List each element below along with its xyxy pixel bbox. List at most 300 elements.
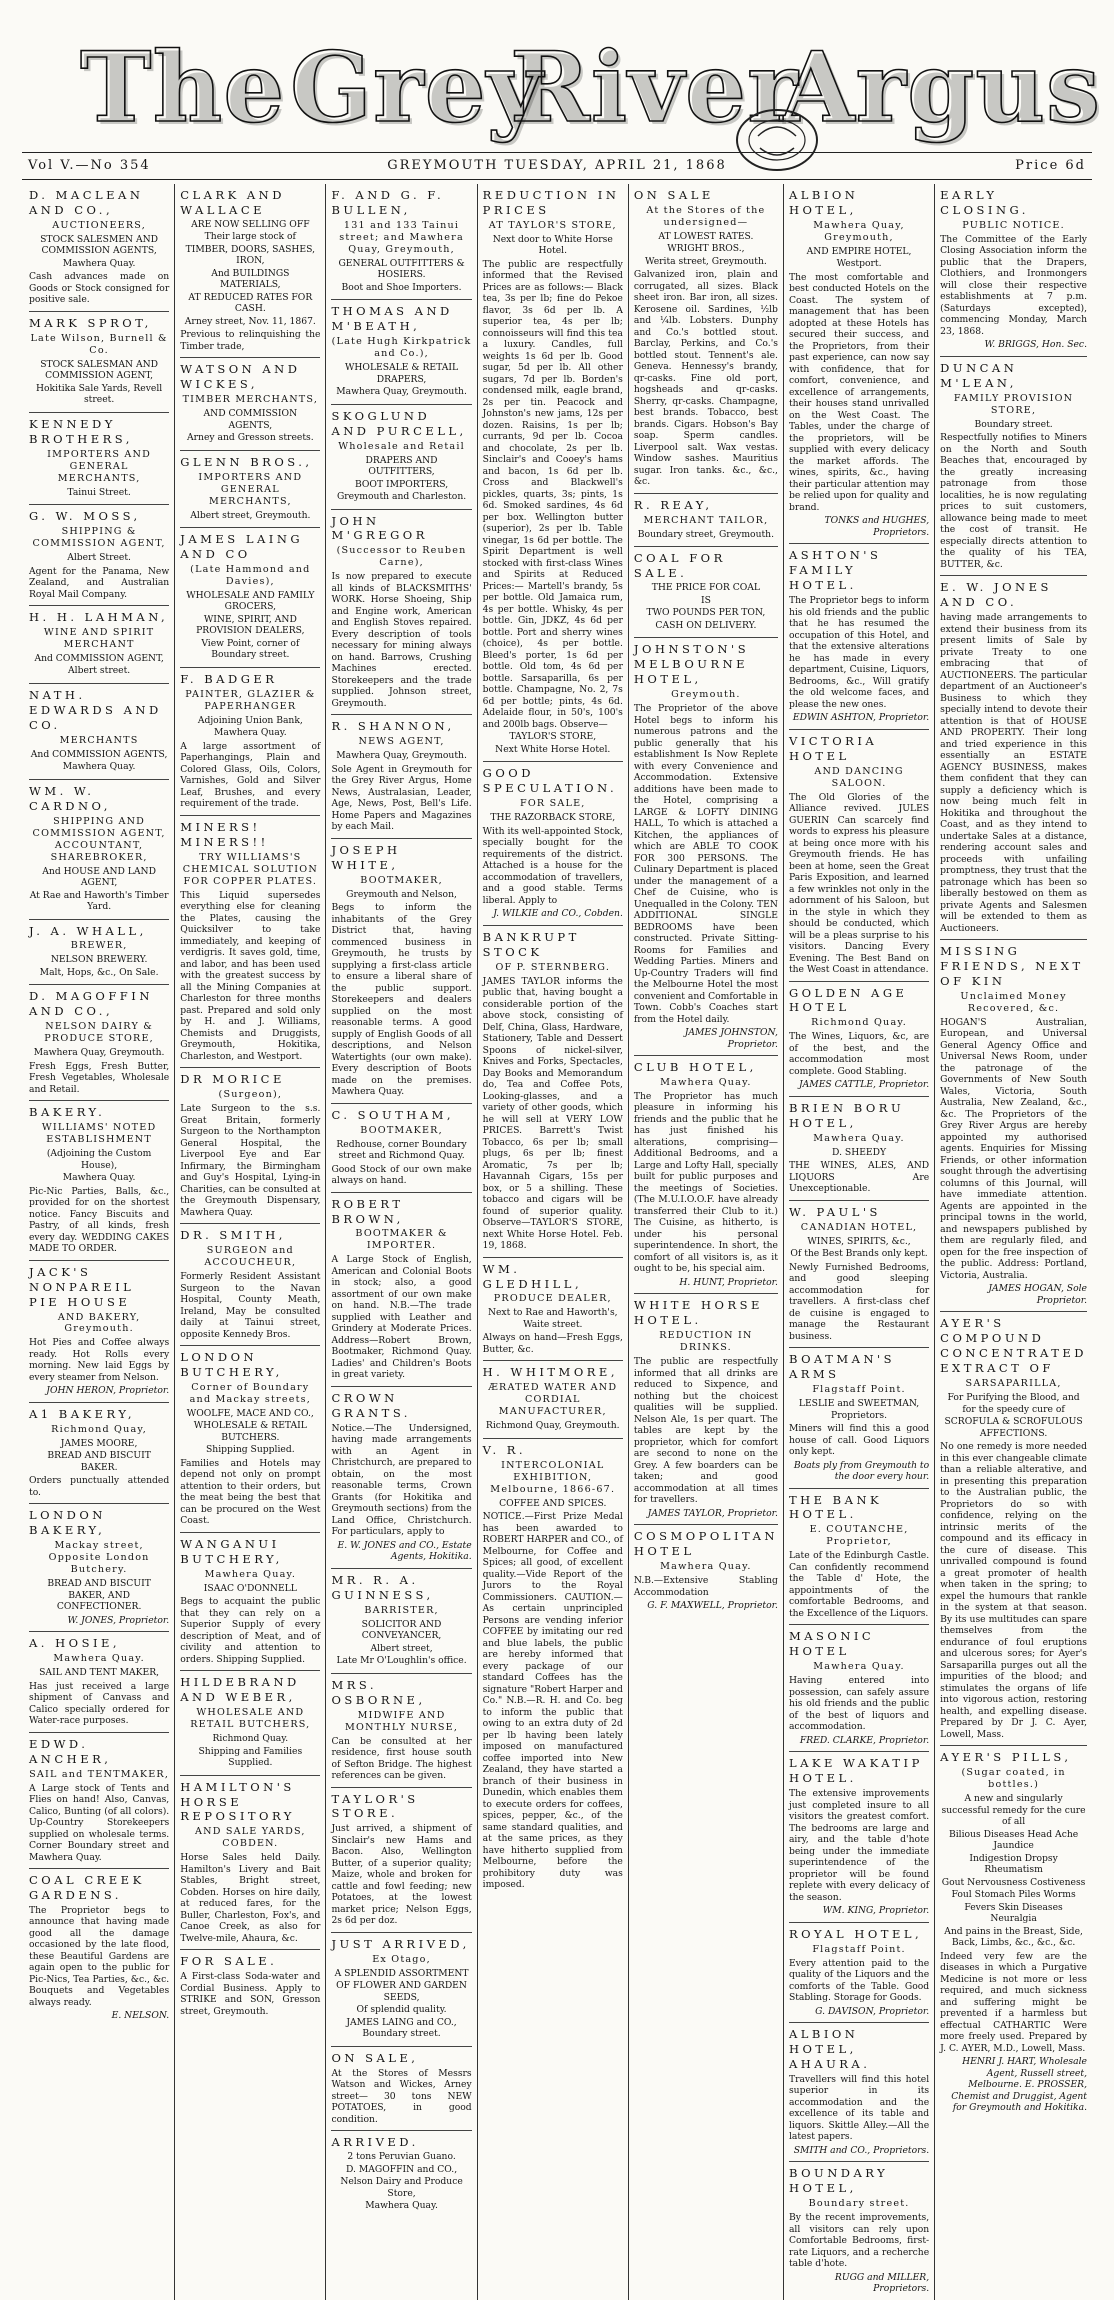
ad-subheading: Mawhera Quay. bbox=[813, 1661, 905, 1673]
advertisement bbox=[180, 1533, 320, 1671]
ad-heading: SKOGLUND AND PURCELL, bbox=[331, 408, 467, 438]
ad-subheading: Flagstaff Point. bbox=[812, 1943, 906, 1955]
ad-line: Indigestion Dropsy Rheumatism bbox=[969, 1852, 1058, 1875]
ad-body: Always on hand—Fresh Eggs, Butter, &c. bbox=[482, 1332, 623, 1355]
ad-signature: G. DAVISON, Proprietor. bbox=[815, 2005, 930, 2017]
ad-subheading: IMPORTERS AND GENERAL MERCHANTS, bbox=[198, 471, 303, 507]
advertisement bbox=[180, 668, 320, 816]
ad-body: NOTICE.—First Prize Medal has been awarded to ROBERT HARPER and CO., of Melbourne, for Coffee and Spices; all good, of excellent quality.—Vide Report of the Jurors to the Royal Commissioners. CAUTION.—As certain unprincipled Persons are vending inferior COFFEE by imitating our red and blue labels, the public are hereby informed that every package of our standard Coffees has the signature "Robert Harper and Co." N.B.—R. H. and Co. beg to inform the public that owing to an extra duty of 2d per lb having been lately imposed on manufactured coffee imported into New Zealand, they have started a branch of their business in Dunedin, which enables them to execute orders for coffees, spices, pepper, &c., of the same standard qualities, and at the same prices, as they have hitherto supplied from Melbourne, before the prohibitory duty was imposed. bbox=[482, 1511, 623, 1891]
ad-heading: WHITE HORSE HOTEL. bbox=[633, 1298, 763, 1328]
ad-body: Can be consulted at her residence, first house south of Sefton Bridge. The highest references can be given. bbox=[331, 1735, 472, 1781]
ad-signature: RUGG and MILLER, Proprietors. bbox=[834, 2271, 930, 2295]
ad-body: Is now prepared to execute all kinds of BLACKSMITHS' WORK. Horse Shoeing, Ship and Engine work, American and English Stoves repaired. Every description of tools necessary for mining always on hand. Barrows, Crushing Machines erected. Storekeepers and the trade supplied. Johnson street, Greymouth. bbox=[331, 571, 472, 709]
ad-line: Mawhera Quay, Greymouth. bbox=[336, 386, 467, 398]
ad-heading: GLENN BROS., bbox=[180, 454, 313, 469]
ad-line: Werita street, Greymouth. bbox=[645, 255, 767, 267]
ad-line: And HOUSE AND LAND AGENT, bbox=[42, 865, 156, 889]
advertisement bbox=[789, 2162, 929, 2299]
ad-subheading: Mackay street, Opposite London Butchery. bbox=[48, 1540, 150, 1576]
ad-line: Their large stock of bbox=[204, 231, 296, 243]
ad-line: WOOLFE, MACE AND CO., bbox=[186, 1407, 314, 1419]
ad-subheading: Greymouth. bbox=[671, 689, 741, 701]
ad-line: BREAD AND BISCUIT BAKER. bbox=[47, 1450, 151, 1473]
advertisement bbox=[331, 839, 471, 1104]
ad-line: BOOT IMPORTERS, bbox=[354, 478, 449, 490]
ad-heading: TAYLOR'S STORE. bbox=[331, 1791, 419, 1821]
advertisement bbox=[29, 184, 169, 312]
ad-line: D. MAGOFFIN and CO., bbox=[345, 2163, 458, 2175]
ad-heading: LONDON BUTCHERY, bbox=[180, 1350, 283, 1379]
ad-subheading: NELSON DAIRY & PRODUCE STORE, bbox=[44, 1021, 154, 1045]
ad-heading: JAMES LAING AND CO bbox=[180, 532, 304, 562]
ad-line: NELSON BREWERY. bbox=[50, 954, 148, 966]
ad-heading: WM. GLEDHILL, bbox=[482, 1261, 583, 1291]
ad-signature: Boats ply from Greymouth to the door every hour. bbox=[793, 1459, 930, 1482]
ad-line: Of splendid quality. bbox=[356, 2004, 447, 2016]
ad-subheading: PUBLIC NOTICE. bbox=[962, 219, 1065, 231]
ad-subheading: (Sugar coated, in bottles.) bbox=[961, 1767, 1066, 1791]
ad-heading: DR. SMITH, bbox=[180, 1228, 286, 1243]
ad-body: Notice.—The Undersigned, having made arrangements with an Agent in Christchurch, are prepared to obtain, on the most reasonable terms, Crown Grants (for Hokitika and Greymouth sections) from the Land Office, Christchurch. For particulars, apply to bbox=[331, 1422, 472, 1538]
advertisement bbox=[483, 1258, 623, 1362]
column-5 bbox=[629, 184, 784, 2300]
ad-heading: V. R. bbox=[482, 1442, 527, 1457]
ad-line: Shipping Supplied. bbox=[205, 1444, 295, 1456]
advertisement bbox=[331, 1788, 471, 1933]
ad-body: Respectfully notifies to Miners on the North and South Beaches that, encouraged by the greatly increasing patronage from those localities, he is now regulating prices to suit customers, allowance being made to meet the cost of transit. He especially directs attention to the quality of his TEA, BUTTER, &c. bbox=[940, 432, 1087, 570]
advertisement bbox=[789, 730, 929, 982]
issue-date: GREYMOUTH TUESDAY, APRIL 21, 1868 bbox=[387, 158, 727, 173]
ad-line: And BUILDINGS MATERIALS, bbox=[211, 267, 290, 291]
ad-line: Gout Nervousness Costiveness bbox=[941, 1876, 1086, 1888]
ad-signature: JAMES CATTLE, Proprietor. bbox=[798, 1079, 930, 1091]
ad-line: AND COMMISSION AGENTS, bbox=[203, 408, 298, 431]
ad-subheading: Flagstaff Point. bbox=[812, 1384, 906, 1396]
advertisement bbox=[180, 1950, 320, 2022]
ad-line: Bilious Diseases Head Ache Jaundice bbox=[948, 1828, 1079, 1851]
ad-body: Good Stock of our own make always on hand. bbox=[331, 1163, 472, 1187]
ad-heading: EARLY CLOSING. bbox=[940, 188, 1029, 217]
ad-subheading: Mawhera Quay. bbox=[204, 1568, 297, 1580]
dateline-bar bbox=[22, 152, 1092, 180]
ad-heading: ALBION HOTEL, bbox=[788, 188, 859, 217]
ad-line: Mawhera Quay. bbox=[213, 727, 287, 739]
ad-line: And pains in the Breast, Side, Back, Limbs, &c., &c., &c. bbox=[944, 1925, 1083, 1948]
ad-line: THE RAZORBACK STORE, bbox=[490, 812, 616, 824]
ad-line: SAIL AND TENT MAKER, bbox=[39, 1667, 160, 1679]
ad-subheading: WILLIAMS' NOTED ESTABLISHMENT bbox=[41, 1122, 157, 1146]
ad-heading: H. H. LAHMAN, bbox=[29, 610, 169, 624]
ad-subheading: TRY WILLIAMS'S CHEMICAL SOLUTION FOR COPPER PLATES. bbox=[182, 851, 318, 887]
ad-heading: R. REAY, bbox=[633, 497, 713, 512]
column-7 bbox=[935, 184, 1092, 2300]
ad-heading: CLARK AND WALLACE bbox=[180, 188, 285, 217]
ad-heading: VICTORIA HOTEL bbox=[788, 733, 878, 763]
ad-heading: DR MORICE bbox=[180, 1072, 285, 1087]
ad-body: Has just received a large shipment of Canvass and Calico specially ordered for Water-race purposes. bbox=[29, 1680, 170, 1727]
ad-heading: F. BADGER bbox=[180, 671, 278, 686]
ad-signature: G. F. MAXWELL, Proprietor. bbox=[647, 1600, 778, 1612]
ad-line: And COMMISSION AGENTS, bbox=[30, 748, 168, 760]
ad-body: The Proprietor of the above Hotel begs to inform his numerous patrons and the public generally that his establishment Is Now Replete with every Convenience and Accommodation. Extensive additions have been made to the Hotel, comprising a LARGE & LOFTY DINING HALL, To which is attached a Kitchen, the appliances of which are ABLE TO COOK FOR 300 PERSONS. The Culinary Department is placed under the management of a Chef de Cuisine, who is Unequalled in the Colony. TEN ADDITIONAL SINGLE BEDROOMS have been constructed. Private Sitting-Rooms for Families and Wedding Parties. Miners and Up-Country Traders will find the Melbourne Hotel the most convenient and Comfortable in Town. Cobb's Coaches start from the Hotel daily. bbox=[633, 703, 778, 1025]
ad-heading: ON SALE bbox=[633, 188, 714, 202]
ad-line: Fevers Skin Diseases Neuralgia bbox=[964, 1901, 1063, 1924]
ad-subheading: Unclaimed Money Recovered, &c. bbox=[960, 990, 1067, 1014]
ad-line: LESLIE and SWEETMAN, Proprietors. bbox=[798, 1398, 920, 1421]
ad-heading: MISSING FRIENDS, NEXT OF KIN bbox=[940, 944, 1084, 988]
masthead-word-river: River bbox=[510, 31, 799, 144]
ad-body: Travellers will find this hotel superior in its accommodation and the excellence of its table and liquors. Skittle Alley.—All the latest papers. bbox=[788, 2073, 930, 2143]
ad-heading: AYER'S COMPOUND CONCENTRATED EXTRACT OF bbox=[940, 1316, 1087, 1376]
ad-line: Boundary street. bbox=[974, 418, 1053, 430]
ad-heading: D. MAGOFFIN AND CO., bbox=[29, 989, 153, 1019]
ad-heading: EDWD. ANCHER, bbox=[29, 1736, 112, 1766]
ad-heading: BOATMAN'S ARMS bbox=[788, 1352, 896, 1382]
ad-subheading: BREWER, bbox=[70, 940, 128, 952]
ad-body: Just arrived, a shipment of Sinclair's new Hams and Bacon. Also, Wellington Butter, of a superior quality; Maize, whole and broken for cattle and fowl feeding; new Potatoes, at the lowest market price; Nelson Eggs, 2s 6d per doz. bbox=[331, 1823, 472, 1927]
ad-heading: COAL FOR SALE. bbox=[633, 551, 726, 581]
ad-line: Richmond Quay, Greymouth. bbox=[485, 1420, 620, 1432]
ad-heading: CLUB HOTEL, bbox=[633, 1060, 757, 1074]
advertisement bbox=[331, 1674, 471, 1788]
ad-body: Begs to inform the inhabitants of the Grey District that, having commenced business in Greymouth, he trusts by supplying a first-class article to ensure a liberal share of the public support. Storekeepers and dealers supplied on the most reasonable terms. A good supply of English Goods of all descriptions, and Nelson Watertights (our own make). Every description of Boots made on the premises. Mawhera Quay. bbox=[331, 902, 472, 1098]
column-3 bbox=[326, 184, 477, 2300]
advertisement bbox=[940, 184, 1087, 357]
ad-body: At the Stores of Messrs Watson and Wickes, Arney street— 30 tons NEW POTATOES, in good condition. bbox=[331, 2067, 472, 2125]
ad-line: Boundary street, Greymouth. bbox=[637, 528, 775, 540]
advertisement bbox=[331, 715, 471, 838]
ad-heading: ALBION HOTEL, AHAURA. bbox=[788, 2027, 871, 2071]
advertisement bbox=[29, 920, 169, 986]
column-6 bbox=[784, 184, 935, 2300]
ad-line: AT REDUCED RATES FOR CASH. bbox=[188, 291, 313, 315]
ad-heading: DUNCAN M'LEAN, bbox=[940, 360, 1018, 390]
ad-subheading: WINE AND SPIRIT MERCHANT bbox=[43, 626, 155, 650]
ad-subheading: Mawhera Quay. bbox=[813, 1132, 905, 1144]
ad-line: Arney and Gresson streets. bbox=[187, 432, 314, 444]
advertisement bbox=[180, 1671, 320, 1775]
ad-body: A Large Stock of English, American and Colonial Boots in stock; also, a good assortment of our own make on hand. N.B.—The trade supplied with Leather and Grindery at Moderate Prices. Address—Robert Brown, Bootmaker, Richmond Quay. Ladies' and Children's Boots in great variety. bbox=[331, 1254, 472, 1381]
advertisement bbox=[634, 184, 778, 494]
ad-line: WRIGHT BROS., bbox=[667, 243, 745, 255]
ad-heading: J. A. WHALL, bbox=[29, 923, 147, 938]
ad-body: A Large stock of Tents and Flies on hand! Also, Canvas, Calico, Bunting (of all colors). Up-Country Storekeepers supplied on wholesale terms. Corner Boundary street and Mawhera Quay. bbox=[29, 1782, 170, 1863]
ad-line: Late Mr O'Loughlin's office. bbox=[336, 1655, 467, 1667]
ad-body: The Old Glories of the Alliance revived. JULES GUERIN Can scarcely find words to express his pleasure at being once more with his Greymouth friends. He has been at home, seen the Great Paris Exposition, and learned a few wrinkles not only in the adornment of his Saloon, but in the style in which they should be conducted, which will be a pleas surprise to his visitors. Dancing Every Evening. The Best Band on the West Coast in attendance. bbox=[788, 791, 930, 975]
ad-line: Shipping and Families Supplied. bbox=[198, 1745, 303, 1769]
advertisement bbox=[331, 184, 471, 300]
ad-line: IS bbox=[700, 594, 711, 606]
ad-subheading: Richmond Quay. bbox=[811, 1017, 907, 1029]
ad-signature: EDWIN ASHTON, Proprietor. bbox=[792, 712, 930, 724]
ad-heading: ARRIVED. bbox=[331, 2135, 419, 2150]
ad-line: THE PRICE FOR COAL bbox=[651, 582, 760, 594]
ad-heading: MRS. OSBORNE, bbox=[331, 1677, 426, 1707]
advertisement bbox=[331, 1193, 471, 1387]
ad-heading: LONDON BAKERY, bbox=[29, 1508, 106, 1538]
ad-subheading: Mawhera Quay. bbox=[53, 1653, 145, 1665]
ad-line: DRAPERS AND OUTFITTERS, bbox=[365, 454, 438, 478]
advertisement bbox=[29, 1261, 169, 1403]
ad-subheading: PRODUCE DEALER, bbox=[493, 1293, 612, 1305]
ad-signature: JAMES JOHNSTON, Proprietor. bbox=[684, 1027, 778, 1050]
advertisement bbox=[29, 780, 169, 920]
ad-line: BREAD AND BISCUIT BAKER, AND CONFECTIONER. bbox=[47, 1578, 151, 1613]
ad-line: CASH ON DELIVERY. bbox=[655, 619, 757, 631]
advertisement bbox=[180, 451, 320, 528]
ad-signature: JOHN HERON, Proprietor. bbox=[46, 1385, 170, 1397]
ad-body: Hot Pies and Coffee always ready. Hot Rolls every morning. New laid Eggs by every steamer from Nelson. bbox=[29, 1337, 170, 1383]
ad-line: 2 tons Peruvian Guano. bbox=[347, 2151, 456, 2163]
ad-body: Miners will find this a good house of call. Good Liquors only kept. bbox=[788, 1423, 930, 1457]
ad-subheading: Mawhera Quay, Greymouth, bbox=[813, 219, 905, 243]
ad-body: The Wines, Liquors, &c, are of the best, and the accommodation most complete. Good Stabling. bbox=[788, 1031, 930, 1077]
ad-line: ARE NOW SELLING OFF bbox=[191, 218, 310, 230]
ad-body: N.B.—Extensive Stabling Accommodation bbox=[633, 1575, 778, 1598]
ad-body: The extensive improvements just completed insure to all visitors the greatest comfort. The bedrooms are large and airy, and the table d'hote being under the immediate superintendence of the proprietor will be found replete with every delicacy of the season. bbox=[788, 1788, 930, 1903]
ad-subheading: At the Stores of the undersigned— bbox=[646, 204, 766, 228]
advertisement bbox=[29, 1504, 169, 1632]
ad-heading: GOOD SPECULATION. bbox=[482, 766, 618, 796]
ad-heading: G. W. MOSS, bbox=[29, 509, 141, 524]
ad-subheading: AT TAYLOR'S STORE, bbox=[488, 219, 617, 231]
ad-body: JAMES TAYLOR informs the public that, having bought a considerable portion of the above stock, consisting of Delf, China, Glass, Hardware, Stationery, Table and Dessert Spoons of nickel-silver, Knives and Forks, Spectacles, Day Books and Memorandum do, Tea and Coffee Pots, Looking-glasses, and a variety of other goods, which he will sell at VERY LOW PRICES. Barrett's Twist Tobacco, 6s per lb; small plugs, 6s per lb; finest Aromatic, 7s per lb; Havannah Cigars, 15s per box, or 5 a shilling. These tobacco and cigars will be found of superior quality. Observe—TAYLOR'S STORE, next White Horse Hotel. Feb. 19, 1868. bbox=[482, 975, 623, 1252]
ad-body: A First-class Soda-water and Cordial Business. Apply to STRIKE and SON, Gresson street, Greymouth. bbox=[180, 1971, 321, 2017]
ad-body: The Proprietor begs to announce that having made good all the damage occasioned by the late flood, these Beautiful Gardens are again open to the public for Pic-Nics, Tea Parties, &c., &c. Bouquets and Vegetables always ready. bbox=[29, 1904, 170, 2008]
ad-heading: ROYAL HOTEL, bbox=[788, 1926, 923, 1941]
ad-body: Late of the Edinburgh Castle. Can confidently recommend the Table d' Hote, the appointments of the comfortable Bedrooms, and the Excellence of the Liquors. bbox=[788, 1550, 930, 1619]
ad-heading: JACK'S NONPAREIL PIE HOUSE bbox=[29, 1264, 135, 1309]
ad-subheading: Mawhera Quay. bbox=[660, 1076, 752, 1088]
ad-line: JAMES LAING and CO., Boundary street. bbox=[346, 2016, 457, 2040]
advertisement bbox=[29, 505, 169, 606]
ad-subheading: PAINTER, GLAZIER & PAPERHANGER bbox=[185, 688, 316, 712]
advertisement bbox=[331, 510, 471, 716]
ad-line: Next White Horse Hotel. bbox=[495, 743, 611, 755]
advertisement bbox=[331, 2131, 471, 2217]
advertisement bbox=[180, 1776, 320, 1951]
ad-signature: JAMES TAYLOR, Proprietor. bbox=[647, 1507, 778, 1519]
ad-subheading: REDUCTION IN DRINKS. bbox=[659, 1330, 753, 1354]
ad-subheading: NEWS AGENT, bbox=[358, 736, 445, 748]
ad-line: Tainui Street. bbox=[67, 486, 131, 498]
ad-signature: W. JONES, Proprietor. bbox=[67, 1614, 170, 1626]
ad-heading: MARK SPROT, bbox=[29, 315, 152, 330]
ad-line: Nelson Dairy and Produce Store, bbox=[340, 2176, 463, 2199]
ad-heading: A. HOSIE, bbox=[29, 1636, 121, 1651]
ad-subheading: Richmond Quay, bbox=[51, 1423, 148, 1435]
advertisement bbox=[180, 528, 320, 668]
ad-line: Redhouse, corner Boundary street and Richmond Quay. bbox=[336, 1138, 467, 1162]
ad-signature: J. WILKIE and CO., Cobden. bbox=[493, 908, 623, 920]
ad-line: TAYLOR'S STORE, bbox=[509, 731, 597, 743]
advertisement bbox=[789, 1489, 929, 1626]
ad-heading: BANKRUPT STOCK bbox=[482, 929, 580, 959]
ad-subheading: AND BAKERY, Greymouth. bbox=[57, 1311, 141, 1335]
ad-line: WHOLESALE & RETAIL DRAPERS, bbox=[344, 362, 459, 385]
ad-line: Mawhera Quay. bbox=[62, 761, 136, 773]
advertisement bbox=[789, 184, 929, 544]
column-4 bbox=[478, 184, 629, 2300]
advertisement bbox=[634, 1056, 778, 1294]
masthead bbox=[40, 28, 1102, 148]
ad-heading: MINERS! MINERS!! bbox=[180, 819, 269, 849]
ad-heading: REDUCTION IN PRICES bbox=[482, 188, 620, 217]
ad-subheading: AND DANCING SALOON. bbox=[814, 765, 904, 789]
ad-line: WHOLESALE AND FAMILY GROCERS, bbox=[186, 589, 315, 613]
ad-line: View Point, corner of Boundary street. bbox=[201, 637, 300, 661]
ad-body: HOGAN'S Australian, European, and Universal General Agency Office and Universal News Room, under the patronage of the Governments of New South Wales, Victoria, South Australia, New Zealand, &c., &c. The Proprietors of the Grey River Argus are hereby appointed my authorised agents. Enquiries for Missing Friends, or other information sought through the advertising columns of this Journal, will have immediate attention. Agents are appointed in the principal towns in the world, and newspapers published by them are regularly filed, and open for the free inspection of the public. Address: Portland, Victoria, Australia. bbox=[940, 1016, 1087, 1281]
ad-subheading: 131 and 133 Tainui street; and Mawhera Quay, Greymouth, bbox=[339, 219, 464, 255]
ad-heading: JOSEPH WHITE, bbox=[331, 842, 401, 872]
ad-subheading: ÆRATED WATER AND CORDIAL MANUFACTURER, bbox=[488, 1382, 618, 1418]
ad-heading: W. PAUL'S bbox=[788, 1204, 881, 1219]
ad-line: At Rae and Haworth's Timber Yard. bbox=[29, 889, 169, 913]
ad-subheading: SHIPPING & COMMISSION AGENT, bbox=[32, 526, 166, 550]
advertisement bbox=[634, 638, 778, 1056]
advertisement bbox=[180, 184, 320, 358]
ad-heading: KENNEDY BROTHERS, bbox=[29, 416, 133, 446]
ad-line: JAMES MOORE, bbox=[60, 1437, 138, 1449]
ad-heading: GOLDEN AGE HOTEL bbox=[788, 985, 908, 1015]
advertisement bbox=[789, 1923, 929, 2023]
advertisement bbox=[940, 1312, 1087, 1746]
ad-subheading: INTERCOLONIAL EXHIBITION, Melbourne, 1866-67. bbox=[490, 1459, 616, 1495]
ad-heading: WANGANUI BUTCHERY, bbox=[180, 1536, 283, 1566]
advertisement bbox=[789, 982, 929, 1097]
ad-subheading: Mawhera Quay. bbox=[660, 1561, 752, 1573]
ad-body: Horse Sales held Daily. Hamilton's Livery and Bait Stables, Bright street, Cobden. Horses on hire daily, at reduced fares, for the Buller, Charleston, Fox's, and Canoe Creek, as also for Twelve-mile, Ahaura, &c. bbox=[180, 1852, 321, 1944]
ad-line: Mawhera Quay, Greymouth. bbox=[336, 750, 467, 762]
advertisement bbox=[180, 816, 320, 1068]
ad-subheading: AUCTIONEERS, bbox=[52, 219, 146, 231]
ad-signature: E. NELSON. bbox=[111, 2010, 170, 2022]
advertisement bbox=[634, 1294, 778, 1525]
ad-heading: R. SHANNON, bbox=[331, 719, 455, 734]
ad-line: Mawhera Quay. bbox=[365, 2200, 438, 2212]
ad-subheading: (Late Hugh Kirkpatrick and Co.), bbox=[331, 336, 472, 360]
ad-line: Adjoining Union Bank, bbox=[197, 714, 303, 726]
advertisement bbox=[634, 547, 778, 638]
ad-line: STOCK SALESMEN AND COMMISSION AGENTS, bbox=[40, 233, 159, 257]
ad-line: Arney street, Nov. 11, 1867. bbox=[184, 315, 316, 327]
ad-signature: H. HUNT, Proprietor. bbox=[679, 1276, 778, 1288]
ad-heading: D. MACLEAN AND CO., bbox=[29, 188, 144, 217]
ad-heading: F. AND G. F. BULLEN, bbox=[331, 188, 445, 217]
ad-heading: WATSON AND WICKES, bbox=[180, 362, 301, 392]
advertisement bbox=[789, 1097, 929, 1201]
ad-heading: WM. W. CARDNO, bbox=[29, 783, 111, 813]
ad-line: COFFEE AND SPICES. bbox=[499, 1497, 607, 1509]
ad-signature: SMITH and CO., Proprietors. bbox=[793, 2144, 930, 2156]
ad-body: The most comfortable and best conducted Hotels on the Coast. The system of management that has been adopted at these Hotels has secured their success, and the Proprietors, from their past experience, can now say with confidence, that for comfort, convenience, and excellence of arrangements, their houses stand unrivalled on the West Coast. The Tables, under the charge of the proprietors, will be supplied with every delicacy the market affords. The wines, spirits, &c., having their particular attention may be relied upon for quality and brand. bbox=[788, 271, 930, 513]
ad-body: Galvanized iron, plain and corrugated, all sizes. Black sheet iron. Bar iron, all sizes. Kerosene oil. Sardines, ½lb and ¼lb. Lobsters. Dunphy and Co.'s bottled stout. Barclay, Perkins, and Co.'s bottled stout. Tennent's ale. Geneva. Hennessy's brandy, qr-casks. Fine old port, hogsheads and qr-casks. Sherry, qr-casks. Champagne, best brands. Tobacco, best brands. Cigars. Hobson's Bay soap. Sperm candles. Liverpool salt. Wax vestas. Window sashes. Mauritius sugar. Iron tanks. &c., &c., &c. bbox=[633, 269, 778, 488]
advertisement bbox=[940, 1746, 1087, 2118]
ad-subheading: BOOTMAKER & IMPORTER. bbox=[355, 1228, 448, 1252]
ad-line: SCROFULA & SCROFULOUS AFFECTIONS. bbox=[944, 1416, 1083, 1439]
ad-subheading: BARRISTER, bbox=[364, 1604, 439, 1616]
ad-subheading: TIMBER MERCHANTS, bbox=[182, 394, 319, 406]
ad-subheading: SURGEON and ACCOUCHEUR, bbox=[204, 1245, 297, 1269]
ad-subheading: IMPORTERS AND GENERAL MERCHANTS, bbox=[47, 448, 152, 484]
ad-body: Pic-Nic Parties, Balls, &c., provided for on the shortest notice. Fancy Biscuits and Pastry, of all kinds, fresh every day. WEDDING CAKES MADE TO ORDER. bbox=[29, 1185, 170, 1255]
advertisement bbox=[789, 1625, 929, 1752]
advertisement bbox=[789, 1201, 929, 1348]
advertisement bbox=[789, 544, 929, 729]
ad-subheading: SHIPPING AND COMMISSION AGENT, ACCOUNTANT, SHAREBROKER, bbox=[32, 815, 166, 863]
ad-line: For Purifying the Blood, and for the speedy cure of bbox=[947, 1392, 1080, 1415]
ad-heading: A1 BAKERY, bbox=[29, 1406, 136, 1421]
advertisement bbox=[331, 1933, 471, 2047]
advertisement bbox=[789, 2023, 929, 2162]
ad-subheading: Ex Otago, bbox=[372, 1953, 431, 1965]
advertisement bbox=[29, 985, 169, 1101]
ad-subheading: (Late Hammond and Davies), bbox=[190, 564, 311, 587]
ad-line: D. SHEEDY bbox=[832, 1146, 887, 1158]
ad-heading: BOUNDARY HOTEL, bbox=[788, 2166, 889, 2196]
advertisement bbox=[483, 1361, 623, 1438]
ad-line: Boot and Shoe Importers. bbox=[341, 281, 462, 293]
ad-line: Malt, Hops, &c., On Sale. bbox=[39, 966, 159, 978]
ad-heading: MR. R. A. GUINNESS, bbox=[331, 1572, 434, 1602]
advertisement bbox=[180, 1068, 320, 1224]
advertisement bbox=[483, 926, 623, 1258]
advertisement bbox=[331, 1104, 471, 1193]
ad-line: A new and singularly successful remedy for the cure of all bbox=[941, 1793, 1086, 1827]
advertisement bbox=[331, 300, 471, 404]
ad-line: Albert street, Greymouth. bbox=[190, 509, 311, 521]
ad-heading: HAMILTON'S HORSE REPOSITORY bbox=[180, 1779, 295, 1824]
ad-line: GENERAL OUTFITTERS & HOSIERS. bbox=[338, 257, 465, 281]
advertisement-columns bbox=[24, 184, 1092, 2295]
ad-subheading: CANADIAN HOTEL, bbox=[800, 1221, 918, 1233]
ad-subheading: AND SALE YARDS, COBDEN. bbox=[194, 1826, 306, 1850]
ad-signature: W. BRIGGS, Hon. Sec. bbox=[984, 339, 1087, 351]
ad-line: A SPLENDID ASSORTMENT bbox=[334, 1967, 469, 1979]
ad-body: Begs to acquaint the public that they can rely on a Superior Supply of every description of Meat, and of civility and attention to orders. Shipping Supplied. bbox=[180, 1596, 321, 1665]
advertisement bbox=[29, 413, 169, 505]
column-2 bbox=[175, 184, 326, 2300]
ad-body: A large assortment of Paperhangings, Plain and Colored Glass, Oils, Colors, Varnishes, Gold and Silver Leaf, Brushes, and every requirement of the trade. bbox=[180, 740, 321, 810]
ad-subheading: WHOLESALE AND RETAIL BUTCHERS, bbox=[190, 1707, 311, 1731]
advertisement bbox=[29, 1733, 169, 1869]
ad-body: Newly Furnished Bedrooms, and good sleeping accommodation for travellers. A first-class chef de cuisine is engaged to manage the Restaurant business. bbox=[788, 1261, 930, 1342]
ad-heading: ON SALE, bbox=[331, 2050, 419, 2065]
advertisement bbox=[634, 1525, 778, 1616]
ad-heading: JOHN M'GREGOR bbox=[331, 513, 428, 543]
advertisement bbox=[29, 1869, 169, 2027]
ad-body: The public are respectfully informed that the Revised Prices are as follows:— Black tea, 3s per lb; fine do Pekoe flavor, 3s 6d per lb. A superior tea, 4s per lb; connoisseurs will find this tea a luxury. Candles, full weights 1s 6d per lb. Good sugar, 5d per lb. All other sugars, 7d per lb. Borden's condensed milk, eagle brand, 2s per tin. Peacock and Johnston's new jams, 12s per dozen. Raisins, 1s per lb; currants, 9d per lb. Cocoa and chocolate, 2s per lb. Sinclair's and Cooey's hams and bacon, 1s 6d per lb. Cross and Blackwell's pickles, quarts, 3s; pints, 1s 6d. Smoked sardines, 4s 6d per box. Wellington butter (superior), 2s per lb. Table vinegar, 1s 6d per bottle. The Spirit Department is well stocked with first-class Wines and Spirits at Reduced Prices:— Martell's brandy, 5s per bottle. Old Jamaica rum, 4s per bottle. Whisky, 4s per bottle. Gin, JDKZ, 4s 6d per bottle. Port and sherry wines (choice), 4s per bottle. Bleed's porter, 1s 6d per bottle. Old tom, 4s 6d per bottle. Sarsaparilla, 6s per bottle. Champagne, No. 2, 7s 6d per bottle; pints, 4s 6d. Adelaide flour, in 50's, 100's and 200lb bags. Observe— bbox=[482, 258, 623, 730]
ad-body: having made arrangements to extend their business from its present limits of Sale by private Treaty to one embracing that of AUCTIONEERS. The particular department of an Auctioneer's Business to which they specially intend to devote their attention is that of HOUSE AND PROPERTY. Their long and tried experience in this essentially an ESTATE AGENCY BUSINESS, makes them confident that they can supply a deficiency which is now being much felt in Hokitika and throughout the Coast, and as they intend to undertake Sales at a distance, rendering account sales and proceeds with unfailing promptness, they trust that the patronage which has been so liberally bestowed on them as private Agents and Salesmen will be extended to them as Auctioneers. bbox=[940, 612, 1087, 934]
ad-line: Foul Stomach Piles Worms bbox=[951, 1889, 1076, 1900]
advertisement bbox=[483, 762, 623, 925]
ad-body: Cash advances made on Goods or Stock consigned for positive sale. bbox=[29, 271, 170, 306]
ad-subheading: FAMILY PROVISION STORE, bbox=[953, 392, 1074, 416]
ad-line: AND EMPIRE HOTEL, bbox=[806, 245, 912, 257]
ad-line: Hokitika Sale Yards, Revell street. bbox=[35, 382, 163, 406]
ad-line: Greymouth and Charleston. bbox=[336, 491, 467, 503]
advertisement bbox=[789, 1752, 929, 1922]
ad-subheading: (Surgeon), bbox=[218, 1089, 283, 1101]
ad-body: Formerly Resident Assistant Surgeon to the Navan Hospital, County Meath, Ireland, May be consulted daily at Tainui street, opposite Kennedy Bros. bbox=[180, 1271, 321, 1340]
advertisement bbox=[29, 1101, 169, 1260]
advertisement bbox=[29, 312, 169, 413]
advertisement bbox=[29, 1403, 169, 1504]
ad-body: No one remedy is more needed in this ever changeable climate than a reliable alterative, and in presenting this preparation to the Australian public, the Proprietors do so with confidence, relying on the intrinsic merits of the compound and its efficacy in the cure of disease. This unrivalled compound is found a great promoter of health when taken in the spring; to expel the humours that rankle in the system at that season. By its use multitudes can spare themselves from the endurance of foul eruptions and ulcerous sores; for Ayer's Sarsaparilla purges out all the impurities of the blood; and stimulates the organs of life into vigorous action, restoring health, and expelling disease. Prepared by Dr J. C. Ayer, Lowell, Mass. bbox=[940, 1441, 1087, 1740]
ad-body: THE WINES, ALES, AND LIQUORS Are Unexceptionable. bbox=[788, 1160, 930, 1195]
ad-subheading: MERCHANTS bbox=[59, 734, 139, 746]
ad-signature: E. W. JONES and CO., Estate Agents, Hokitika. bbox=[337, 1539, 472, 1563]
